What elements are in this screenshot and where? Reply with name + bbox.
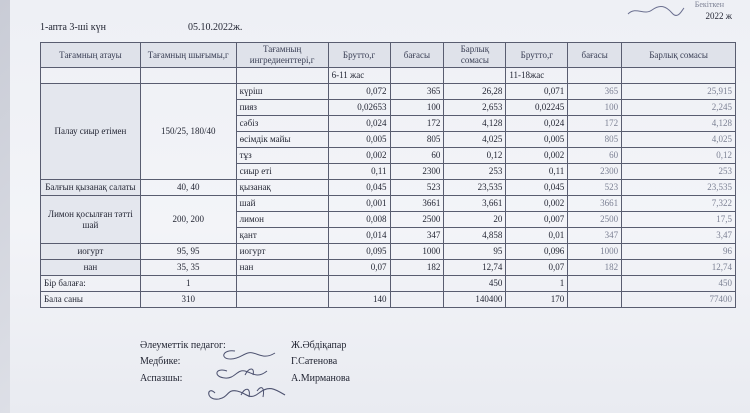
price-2: 347 <box>568 228 622 244</box>
total-1: 3,661 <box>444 196 506 212</box>
ingredient-name: иогурт <box>236 244 328 260</box>
col-ingredients: Тағамның ингредиенттері,г <box>236 43 328 68</box>
menu-day: 1-апта 3-ші күн <box>40 22 106 33</box>
per-child-sum-1: 450 <box>444 276 506 292</box>
stamp-signature-icon <box>626 4 686 18</box>
per-child-yield: 1 <box>140 276 236 292</box>
brutto-1: 0,005 <box>328 132 390 148</box>
total-2: 0,12 <box>622 148 736 164</box>
per-child-row <box>41 276 736 292</box>
table-header-row <box>41 43 736 68</box>
age-group-1: 6-11 жас <box>328 68 390 84</box>
dish-name: нан <box>41 260 141 276</box>
count-sum-1: 140400 <box>444 292 506 308</box>
ingredient-name: қызанақ <box>236 180 328 196</box>
menu-sheet <box>10 0 750 413</box>
dish-yield: 150/25, 180/40 <box>140 84 236 180</box>
brutto-2: 0,007 <box>506 212 568 228</box>
total-1: 2,653 <box>444 100 506 116</box>
brutto-1: 0,024 <box>328 116 390 132</box>
col-price-2: бағасы <box>568 43 622 68</box>
dish-name: Палау сиыр етімен <box>41 84 141 180</box>
price-1: 1000 <box>390 244 444 260</box>
total-1: 4,025 <box>444 132 506 148</box>
signature-role-cook: Аспазшы: <box>140 373 183 384</box>
price-2: 523 <box>568 180 622 196</box>
table-row <box>41 244 736 260</box>
price-2: 1000 <box>568 244 622 260</box>
col-brutto-2: Брутто,г <box>506 43 568 68</box>
signature-name-nurse: Г.Сатенова <box>291 356 338 367</box>
price-1: 365 <box>390 84 444 100</box>
per-child-brutto-2: 1 <box>506 276 568 292</box>
price-1: 523 <box>390 180 444 196</box>
total-1: 20 <box>444 212 506 228</box>
col-yield: Тағамның шығымы,г <box>140 43 236 68</box>
total-1: 26,28 <box>444 84 506 100</box>
price-2: 365 <box>568 84 622 100</box>
ingredient-name: тұз <box>236 148 328 164</box>
price-2: 172 <box>568 116 622 132</box>
dish-rows <box>41 84 736 276</box>
brutto-2: 0,002 <box>506 196 568 212</box>
total-2: 4,025 <box>622 132 736 148</box>
stamp-year: 2022 ж <box>705 11 732 21</box>
brutto-1: 0,002 <box>328 148 390 164</box>
price-1: 60 <box>390 148 444 164</box>
col-total-1: Барлық сомасы <box>444 43 506 68</box>
count-price-1: 140 <box>328 292 390 308</box>
age-group-row <box>41 68 736 84</box>
price-1: 100 <box>390 100 444 116</box>
price-1: 2500 <box>390 212 444 228</box>
price-1: 3661 <box>390 196 444 212</box>
ingredient-name: өсімдік майы <box>236 132 328 148</box>
brutto-2: 0,096 <box>506 244 568 260</box>
total-1: 0,12 <box>444 148 506 164</box>
brutto-2: 0,002 <box>506 148 568 164</box>
price-1: 182 <box>390 260 444 276</box>
count-sum-2: 77400 <box>622 292 736 308</box>
price-2: 3661 <box>568 196 622 212</box>
per-child-sum-2: 450 <box>622 276 736 292</box>
col-total-2: Барлық сомасы <box>622 43 736 68</box>
ingredient-name: нан <box>236 260 328 276</box>
signature-role-nurse: Медбике: <box>140 356 181 367</box>
dish-name: Балғын қызанақ салаты <box>41 180 141 196</box>
total-2: 253 <box>622 164 736 180</box>
total-1: 95 <box>444 244 506 260</box>
price-2: 100 <box>568 100 622 116</box>
price-2: 2300 <box>568 164 622 180</box>
ingredient-name: пияз <box>236 100 328 116</box>
ingredient-name: сиыр еті <box>236 164 328 180</box>
brutto-2: 0,07 <box>506 260 568 276</box>
table-row <box>41 260 736 276</box>
brutto-2: 0,071 <box>506 84 568 100</box>
brutto-1: 0,02653 <box>328 100 390 116</box>
total-2: 7,322 <box>622 196 736 212</box>
dish-yield: 35, 35 <box>140 260 236 276</box>
price-1: 347 <box>390 228 444 244</box>
ingredient-name: күріш <box>236 84 328 100</box>
brutto-1: 0,001 <box>328 196 390 212</box>
total-2: 3,47 <box>622 228 736 244</box>
price-2: 182 <box>568 260 622 276</box>
dish-yield: 40, 40 <box>140 180 236 196</box>
count-price-2: 170 <box>506 292 568 308</box>
brutto-1: 0,07 <box>328 260 390 276</box>
handwritten-signatures-icon <box>205 345 290 407</box>
total-1: 23,535 <box>444 180 506 196</box>
approval-stamp: Бекіткен <box>694 0 724 9</box>
brutto-1: 0,11 <box>328 164 390 180</box>
per-child-label: Бір балаға: <box>41 276 141 292</box>
total-2: 17,5 <box>622 212 736 228</box>
col-brutto-1: Брутто,г <box>328 43 390 68</box>
total-1: 253 <box>444 164 506 180</box>
signature-name-pedagogue: Ж.Әбдіқапар <box>291 340 347 351</box>
brutto-1: 0,072 <box>328 84 390 100</box>
ingredient-name: лимон <box>236 212 328 228</box>
ingredient-name: шай <box>236 196 328 212</box>
price-2: 60 <box>568 148 622 164</box>
child-count-label: Бала саны <box>41 292 141 308</box>
signature-role-pedagogue: Әлеуметтік педагог: <box>140 340 226 351</box>
ingredient-name: қант <box>236 228 328 244</box>
price-1: 2300 <box>390 164 444 180</box>
dish-name: Лимон қосылған тәтті шай <box>41 196 141 244</box>
price-2: 805 <box>568 132 622 148</box>
dish-yield: 95, 95 <box>140 244 236 260</box>
col-dish-name: Тағамның атауы <box>41 43 141 68</box>
table-row <box>41 196 736 212</box>
total-1: 4,858 <box>444 228 506 244</box>
price-1: 172 <box>390 116 444 132</box>
total-1: 12,74 <box>444 260 506 276</box>
brutto-2: 0,024 <box>506 116 568 132</box>
dish-yield: 200, 200 <box>140 196 236 244</box>
total-2: 2,245 <box>622 100 736 116</box>
brutto-2: 0,11 <box>506 164 568 180</box>
col-price-1: бағасы <box>390 43 444 68</box>
age-group-2: 11-18жас <box>506 68 568 84</box>
total-2: 23,535 <box>622 180 736 196</box>
brutto-1: 0,014 <box>328 228 390 244</box>
total-2: 25,915 <box>622 84 736 100</box>
brutto-2: 0,02245 <box>506 100 568 116</box>
dish-name: иогурт <box>41 244 141 260</box>
child-count-value: 310 <box>140 292 236 308</box>
signature-name-cook: А.Мирманова <box>291 373 350 384</box>
brutto-2: 0,01 <box>506 228 568 244</box>
brutto-1: 0,045 <box>328 180 390 196</box>
table-row <box>41 180 736 196</box>
total-2: 12,74 <box>622 260 736 276</box>
brutto-2: 0,005 <box>506 132 568 148</box>
total-2: 4,128 <box>622 116 736 132</box>
menu-table <box>40 42 736 308</box>
total-2: 96 <box>622 244 736 260</box>
ingredient-name: сәбіз <box>236 116 328 132</box>
brutto-1: 0,008 <box>328 212 390 228</box>
price-1: 805 <box>390 132 444 148</box>
child-count-row <box>41 292 736 308</box>
total-1: 4,128 <box>444 116 506 132</box>
menu-date: 05.10.2022ж. <box>188 22 243 33</box>
table-row <box>41 84 736 100</box>
brutto-2: 0,045 <box>506 180 568 196</box>
brutto-1: 0,095 <box>328 244 390 260</box>
price-2: 2500 <box>568 212 622 228</box>
